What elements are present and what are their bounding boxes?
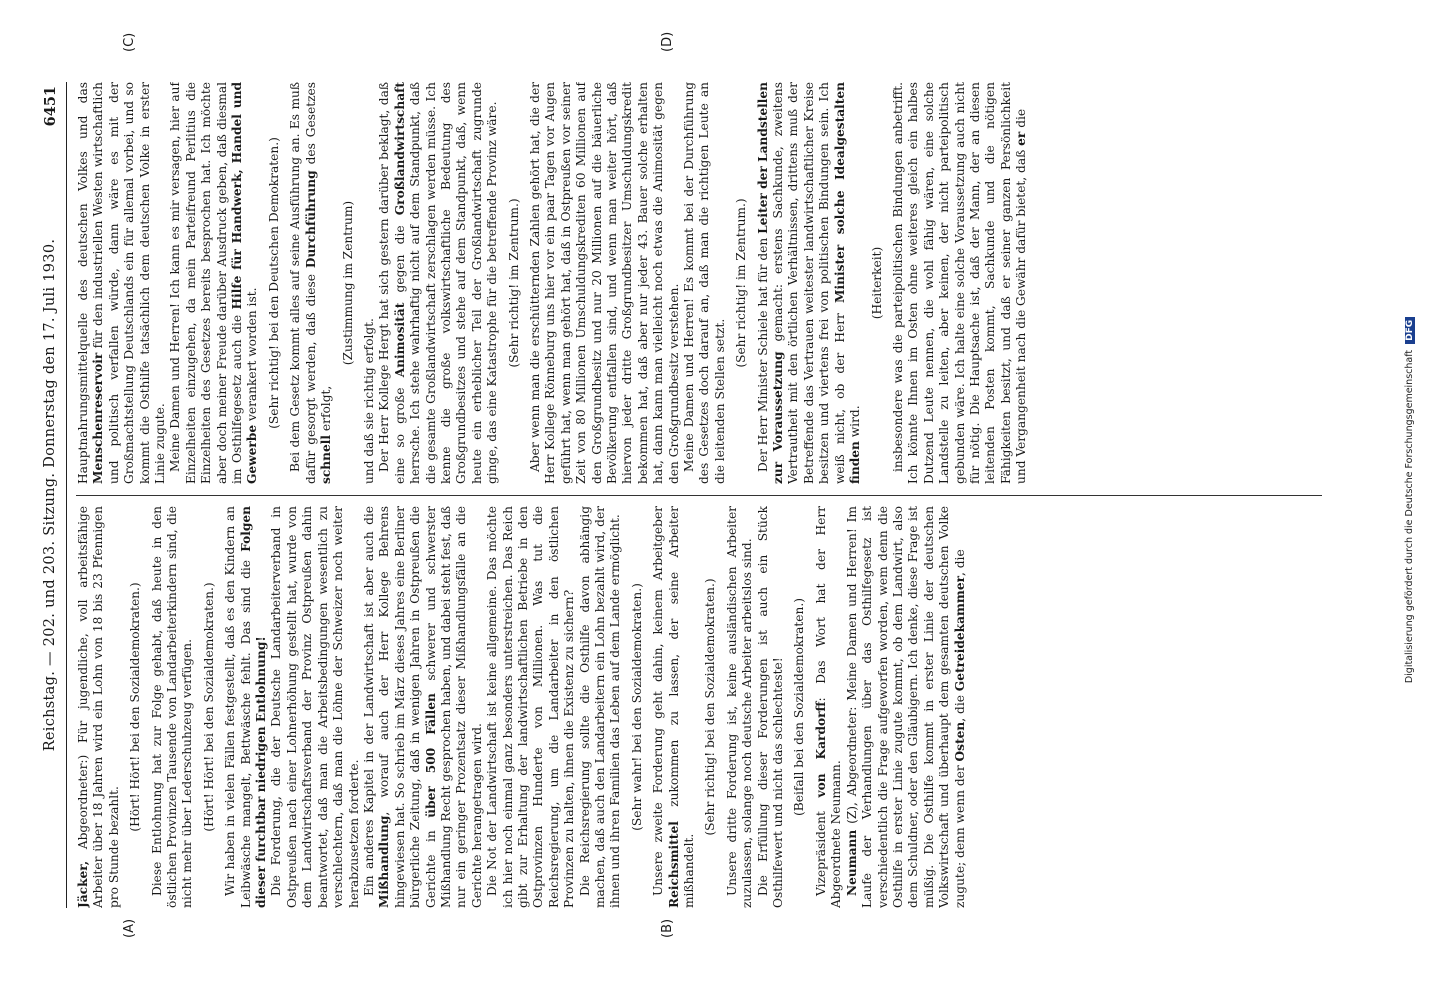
text-run: : Das Wort hat der Herr Abgeordnete Neumann. (813, 506, 844, 908)
text-run: die (1014, 108, 1029, 132)
paragraph (682, 82, 728, 484)
paragraph (223, 506, 269, 908)
paragraph (76, 506, 122, 908)
text-run: (Z), Abgeordneter: Meine Damen und Herren! Im Laufe der Verhandlungen über das Osthilfegesetz ist verschiedentlich die Frage aufgeworfen worden, wem denn die Osthilfe in erster Linie zugute kommt, ob dem Landwirt, also dem Schuldner, oder den Gläubigern. Ich denke, diese Frage ist müßig. Die Osthilfe kommt in erster Linie der deutschen Volkswirtschaft und überhaupt dem gesamten deutschen Volke zugute; denn wenn der (844, 506, 967, 908)
text-run: Meine Damen und Herren! Ich kann es mir versagen, hier auf Einzelheiten einzugehen, da mein Parteifreund Perlitius die Einzelheiten des Gesetzes bereits besprochen hat. Ich möchte aber doch meiner Freude darüber Ausdruck geben, daß diesmal im Osthilfegesetz auch die (168, 82, 245, 484)
text-run: des Gesetzes (303, 82, 318, 171)
text-run: Unsere dritte Forderung ist, keine ausländischen Arbeiter zuzulassen, solange noch deutsche Arbeiter arbeitslos sind. (724, 506, 755, 908)
text-run: (Sehr richtig! bei den Sozialdemokraten.) (703, 578, 718, 836)
page-number: 6451 (42, 86, 59, 127)
bold-text: Hilfe für Handwerk, Handel und Gewerbe (230, 82, 260, 484)
text-run: wird. (848, 405, 863, 442)
paragraph (362, 82, 377, 484)
text-run: schwerer und schwerster Mißhandlung Recht gesprochen haben, und dabei steht fest, daß nur ein geringer Prozentsatz dieser Mißhandlungsfälle an die Gerichte herangetragen wird. (423, 506, 484, 908)
margin-marker-c: (C) (122, 32, 137, 52)
text-run: (Beifall bei den Sozialdemokraten.) (792, 598, 807, 816)
interjection (507, 82, 522, 484)
interjection (734, 82, 749, 484)
bold-text: Osten (952, 721, 967, 762)
digitization-credit (1404, 0, 1415, 1000)
text-run: Meine Damen und Herren! Es kommt bei der Durchführung des Gesetzes doch darauf an, daß man die richtigen Leute an die leitenden Stellen setzt. (682, 82, 727, 484)
paragraph (814, 506, 845, 908)
bold-text: Animosität (392, 302, 407, 378)
interjection (341, 82, 356, 484)
interjection (267, 82, 282, 484)
text-run: herrsche. Ich stehe wahrhaftig nicht auf dem Standpunkt, daß die gesamte Großlandwirtschaft zerschlagen werden müsse. Ich kenne die große volkswirtschaftliche Bedeutung des Großgrundbesitzes und stehe auf dem Standpunkt, daß, wenn heute ein erheblicher Teil der Großlandwirtschaft zugrunde ginge, das eine Katastrophe für die betreffende Provinz wäre. (408, 82, 500, 484)
interjection (792, 506, 807, 908)
text-run: Die Reichsregierung sollte die Osthilfe davon abhängig machen, daß auch den Landarbeitern ein Lohn bezahlt wird, der ihnen und ihren Familien das Leben auf dem Lande ermöglicht. (577, 506, 623, 908)
bold-text: Neumann (844, 829, 859, 896)
dfg-logo: DFG (1405, 317, 1415, 344)
paragraph (362, 506, 485, 908)
right-text-column (76, 82, 1326, 484)
text-run: (Hört! Hört! bei den Sozialdemokraten.) (201, 582, 216, 832)
text-run: Die Erfüllung dieser Forderungen ist auch ein Stück Osthilfewert und nicht das schlechteste! (755, 506, 786, 908)
interjection (703, 506, 718, 908)
header-title: Reichstag. — 202. und 203. Sitzung. Donnerstag den 17. Juli 1930. (42, 238, 58, 752)
paragraph (168, 82, 260, 484)
paragraph (651, 506, 697, 908)
text-run: Der Herr Kollege Hergt hat sich gestern darüber beklagt, daß eine so große (377, 82, 407, 484)
text-run: gemacht: erstens Sachkunde, zweitens Vertrautheit mit den örtlichen Verhältnissen, drittens muß der Betreffende das Vertrauen weitester landwirtschaftlicher Kreise besitzen und viertens frei von politischen Bindungen sein. Ich weiß nicht, ob der Herr (771, 82, 847, 484)
bold-text: Großlandwirtschaft (392, 82, 407, 216)
paragraph (76, 82, 168, 484)
bold-text: über 500 Fällen (423, 693, 438, 818)
text-run: (Heiterkeit) (869, 246, 884, 320)
text-run: Diese Entlohnung hat zur Folge gehabt, daß heute in den östlichen Provinzen Tausende von Landarbeiterkindern sind, die nicht mehr über Lederschuhzeug verfügen. (149, 506, 195, 908)
column-divider (76, 495, 1322, 496)
paragraph (845, 506, 968, 908)
text-run: erfolgt, (319, 385, 334, 435)
text-run: insbesondere was die parteipolitischen Bindungen anbetrifft. Ich könnte Ihnen im Osten ohne weiteres gleich ein halbes Dutzend Leute nennen, die wohl fähig wären, eine solche Landstelle zu leiten, aber keinen, der nicht parteipolitisch gebunden wäre. Ich halte eine solche Voraussetzung auch nicht für nötig. Die Hauptsache ist, daß der Mann, der an diesen leitenden Posten kommt, Sachkunde und die nötigen Fähigkeiten besitzt, und daß er seiner ganzen Persönlichkeit und Vergangenheit nach die Gewähr dafür bietet, daß (890, 82, 1029, 484)
text-run: (Zustimmung im Zentrum) (340, 200, 355, 366)
paragraph (377, 82, 500, 484)
bold-text: Minister solche Idealgestalten finden (832, 82, 863, 484)
page-header (40, 82, 67, 908)
text-run: , die (952, 549, 967, 576)
bold-text: er (1014, 131, 1029, 146)
text-run: verankert worden ist. (245, 287, 260, 425)
text-run: und daß sie richtig erfolgt. (361, 318, 376, 484)
bold-text: Folgen dieser furchtbar niedrigen Entlohnung! (238, 506, 269, 908)
paragraph (485, 506, 577, 908)
text-run: Abgeordneter:) Für jugendliche, voll arbeitsfähige Arbeiter über 18 Jahren wird ein Lohn von 18 bis 23 Pfennigen pro Stunde bezahlt. (76, 506, 121, 908)
text-run: für den industriellen Westen wirtschaftlich und politisch verfallen würde, dann wäre es mit der Großmachtstellung Deutschlands ein für allemal vorbei, und so kommt die Osthilfe tatsächlich dem deutschen Volke in erster Linie zugute. (91, 82, 168, 484)
interjection (128, 506, 143, 908)
bold-text: Leiter der Landstellen zur Voraussetzung (755, 82, 786, 484)
paragraph (288, 82, 334, 484)
paragraph (528, 82, 682, 484)
text-run: zukommen zu lassen, der seine Arbeiter mißhandelt. (666, 506, 697, 908)
text-run: , die (952, 691, 967, 722)
paragraph (578, 506, 624, 908)
text-run: Die Forderung, die der Deutsche Landarbeiterverband in Ostpreußen nach einer Lohnerhöhung gestellt hat, wurde von dem Landwirtschaftsverband der Provinz Ostpreußen dahin beantwortet, daß man die Arbeitsbedingungen wesentlich zu verschlechtern, daß man die Löhne der Schweizer noch weiter herabzusetzen forderte. (269, 506, 361, 908)
paragraph (756, 82, 864, 484)
paragraph (725, 506, 756, 908)
text-run: Ein anderes Kapitel in der Landwirtschaft ist aber auch die (361, 506, 376, 896)
bold-text: Jäcker, (76, 860, 90, 908)
text-run: , worauf auch der Herr Kollege Behrens hingewiesen hat. So schrieb im März dieses Jahres eine Berliner bürgerliche Zeitung, daß in wenigen Jahren in Ostpreußen die Gerichte in (377, 506, 438, 908)
text-run: (Sehr richtig! im Zentrum.) (506, 198, 521, 368)
left-text-column (76, 506, 1326, 908)
paragraph (756, 506, 787, 908)
text-run: Aber wenn man die erschütternden Zahlen gehört hat, die der Herr Kollege Rönneburg uns hier vor ein paar Tagen vor Augen geführt hat, wenn man gehört hat, daß in Ostpreußen vor seiner Zeit von 80 Millionen Umschuldungskrediten 60 Millionen auf den Großgrundbesitz und nur 20 Millionen auf die bäuerliche Bevölkerung entfallen sind, und wenn man weiter hört, daß hiervon jeder dritte Großgrundbesitzer Umschuldungskredit bekommen hat, daß aber nur jeder 43. Bauer solche erhalten hat, dann kann man vielleicht noch etwas die Animosität gegen den Großgrundbesitz verstehen. (527, 82, 681, 484)
text-run: Wir haben in vielen Fällen festgestellt, daß es den Kindern an Leibwäsche mangelt, Bettwäsche fehlt. Das sind die (223, 506, 253, 908)
text-run: Die Not der Landwirtschaft ist keine allgemeine. Das möchte ich hier noch einmal ganz besonders unterstreichen. Das Reich gibt zur Erhaltung der landwirtschaftlichen Betriebe in den Ostprovinzen Hunderte von Millionen. Was tut die Reichsregierung, um die Landarbeiter in den östlichen Provinzen zu halten, ihnen die Existenz zu sichern? (485, 506, 577, 908)
margin-marker-b: (B) (660, 918, 675, 938)
text-run: gegen die (392, 215, 407, 303)
bold-text: Menschenreservoir (91, 352, 106, 484)
text-run: Hauptnahrungsmittelquelle des deutschen Volkes und das (76, 82, 90, 484)
text-run: Vizepräsident (813, 797, 828, 896)
bold-text: von Kardorff (813, 701, 828, 798)
bold-text: Mißhandlung (377, 815, 392, 908)
text-run: Der Herr Minister Schiele hat für den (755, 233, 770, 472)
text-run: (Sehr wahr! bei den Sozialdemokraten.) (629, 583, 644, 831)
margin-marker-a: (A) (122, 918, 137, 938)
paragraph (269, 506, 361, 908)
margin-marker-d: (D) (660, 31, 675, 52)
bold-text: Durchführung (303, 170, 318, 269)
bold-text: Reichsmittel (666, 821, 681, 908)
bold-text: Getreidekammer (952, 576, 967, 692)
text-run: (Sehr richtig! bei den Deutschen Demokraten.) (266, 137, 281, 429)
bold-text: schnell (319, 434, 334, 484)
interjection (202, 506, 217, 908)
credit-text: Digitalisierung gefördert durch die Deutsche Forschungsgemeinschaft (1404, 349, 1415, 684)
interjection (870, 82, 885, 484)
document-page (40, 31, 1330, 938)
text-run: Unsere zweite Forderung geht dahin, keinem Arbeitgeber (651, 506, 666, 896)
interjection (630, 506, 645, 908)
paragraph (891, 82, 1030, 484)
paragraph (150, 506, 196, 908)
text-run: (Hört! Hört! bei den Sozialdemokraten.) (128, 582, 143, 832)
text-run: (Sehr richtig! im Zentrum.) (734, 198, 749, 368)
text-run: Bei dem Gesetz kommt alles auf seine Ausführung an. Es muß dafür gesorgt werden, daß diese (288, 82, 318, 484)
